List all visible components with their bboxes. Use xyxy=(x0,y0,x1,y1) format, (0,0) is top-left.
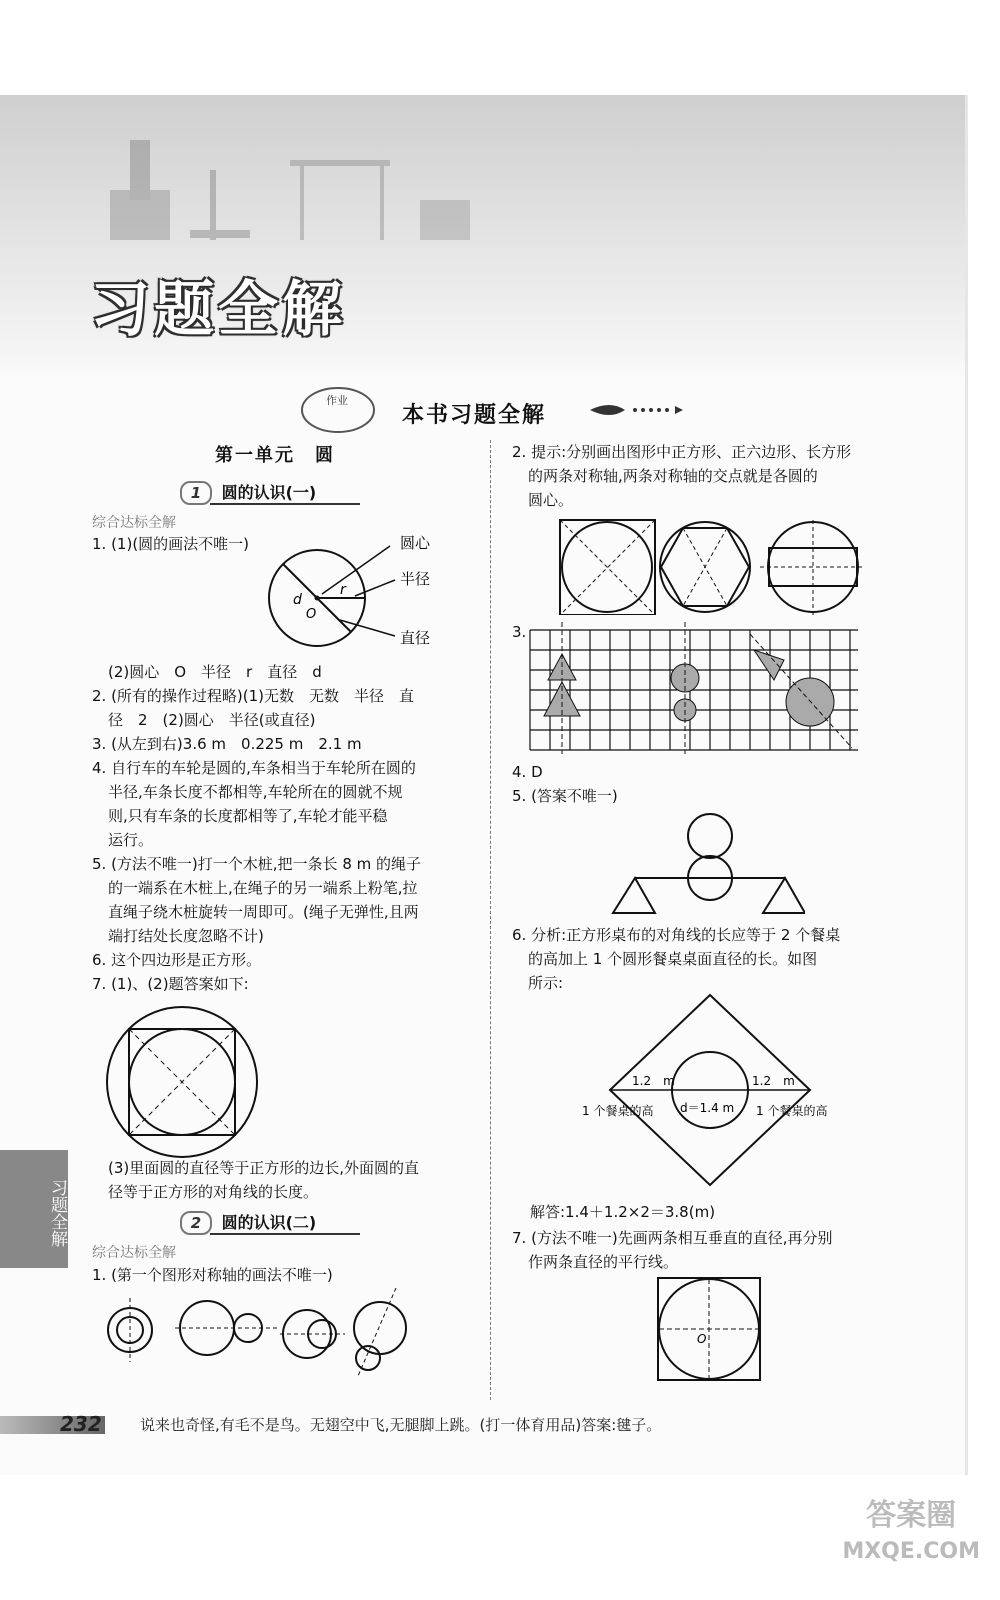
label-left-height: 1 个餐桌的高 xyxy=(582,1104,654,1118)
left-column-answers xyxy=(92,660,477,996)
label-r: r xyxy=(340,582,346,598)
label-right-length: 1.2 m xyxy=(752,1074,795,1088)
answer-line: 端打结处长度忽略不计) xyxy=(108,927,264,945)
banner-title: 习题全解 xyxy=(90,275,346,345)
answer-line: 6. 这个四边形是正方形。 xyxy=(92,951,262,969)
lesson-1-title: 圆的认识(一) xyxy=(221,483,317,502)
lesson-1-heading xyxy=(180,480,360,502)
answer-line: 6. 分析:正方形桌布的对角线的长应等于 2 个餐桌 xyxy=(512,926,841,944)
tablecloth-figure xyxy=(580,990,840,1190)
lesson-2-title: 圆的认识(二) xyxy=(221,1213,317,1232)
answer-line: 半径,车条长度不都相等,车轮所在的圆就不规 xyxy=(108,783,403,801)
category-label: 综合达标全解 xyxy=(92,1245,176,1261)
shapes-circles-figure xyxy=(555,515,875,615)
symmetry-axes-figure xyxy=(100,1288,420,1380)
watermark xyxy=(842,1498,980,1570)
label-d: d xyxy=(293,592,302,608)
answer-line: 径 2 (2)圆心 半径(或直径) xyxy=(108,711,316,729)
category-label: 综合达标全解 xyxy=(92,515,176,531)
answer-line: 5. (方法不唯一)打一个木桩,把一条长 8 m 的绳子 xyxy=(92,855,422,873)
answer-line: 2. (所有的操作过程略)(1)无数 无数 半径 直 xyxy=(92,687,415,705)
answer-line: 的高加上 1 个圆形餐桌桌面直径的长。如图 xyxy=(528,950,818,968)
label-o: O xyxy=(697,1332,707,1346)
grid-symmetry-figure xyxy=(528,620,868,755)
balance-figure xyxy=(605,808,805,918)
answer-line: 4. 自行车的车轮是圆的,车条相当于车轮所在圆的 xyxy=(92,759,416,777)
label-diameter: d＝1.4 m xyxy=(680,1101,735,1115)
right-column-item7 xyxy=(512,1226,897,1274)
page-number: 232 xyxy=(60,1412,102,1436)
lesson-2-number: 2 xyxy=(180,1211,212,1235)
lesson-1-number: 1 xyxy=(180,481,212,505)
answer-line: 作两条直径的平行线。 xyxy=(528,1253,679,1271)
square-between-circles-figure xyxy=(100,1005,275,1160)
answer-line: 4. D xyxy=(512,763,543,781)
right-column-item6 xyxy=(512,923,897,995)
left-column-lesson2 xyxy=(92,1263,477,1287)
answer-line: 2. 提示:分别画出图形中正方形、正六边形、长方形 xyxy=(512,443,852,461)
seal-stamp xyxy=(298,380,378,440)
lesson-2-heading xyxy=(180,1210,360,1232)
answer-line: 圆心。 xyxy=(528,491,574,509)
answer-line: 1. (第一个图形对称轴的画法不唯一) xyxy=(92,1266,333,1284)
unit-title: 第一单元 圆 xyxy=(215,445,335,466)
right-column-solution xyxy=(530,1200,900,1224)
answer-line: 7. (方法不唯一)先画两条相互垂直的直径,再分别 xyxy=(512,1229,833,1247)
label-center: 圆心 xyxy=(400,534,431,552)
footer-riddle: 说来也奇怪,有毛不是鸟。无翅空中飞,无腿脚上跳。(打一体育用品)答案:毽子。 xyxy=(140,1416,662,1434)
answer-line: (2)圆心 O 半径 r 直径 d xyxy=(108,663,322,681)
answer-line: 的一端系在木桩上,在绳子的另一端系上粉笔,拉 xyxy=(108,879,418,897)
watermark-logo: 答案圈 xyxy=(866,1498,957,1533)
answer-line: 直绳子绕木桩旋转一周即可。(绳子无弹性,且两 xyxy=(108,903,419,921)
answer-line: 1. (1)(圆的画法不唯一) xyxy=(92,535,250,553)
seal-text: 作业 xyxy=(326,394,348,407)
left-column-part3 xyxy=(108,1156,478,1204)
label-left-length: 1.2 m xyxy=(632,1074,675,1088)
title-arrow-decoration xyxy=(590,400,690,420)
label-diameter: 直径 xyxy=(400,629,431,647)
answer-line: 7. (1)、(2)题答案如下: xyxy=(92,975,249,993)
answer-line: 解答:1.4＋1.2×2＝3.8(m) xyxy=(530,1203,716,1221)
answer-line: 运行。 xyxy=(108,831,154,849)
section-title: 本书习题全解 xyxy=(402,403,547,428)
answer-line: 5. (答案不唯一) xyxy=(512,787,618,805)
right-column-item4-5 xyxy=(512,760,897,808)
answer-line: 径等于正方形的对角线的长度。 xyxy=(108,1183,319,1201)
watermark-url: MXQE.COM xyxy=(842,1539,980,1564)
answer-line: 的两条对称轴,两条对称轴的交点就是各圆的 xyxy=(528,467,818,485)
page-footer xyxy=(0,1412,965,1438)
answer-line: 则,只有车条的长度都相等了,车轮才能平稳 xyxy=(108,807,388,825)
answer-line: 3. xyxy=(512,623,527,641)
right-column-item2 xyxy=(512,440,897,512)
circle-parts-figure xyxy=(260,528,460,663)
column-divider xyxy=(490,440,491,1400)
lab-equipment-illustration xyxy=(90,130,490,250)
answer-line: (3)里面圆的直径等于正方形的边长,外面圆的直 xyxy=(108,1159,420,1177)
label-radius: 半径 xyxy=(400,570,431,588)
label-right-height: 1 个餐桌的高 xyxy=(756,1104,828,1118)
answer-line: 3. (从左到右)3.6 m 0.225 m 2.1 m xyxy=(92,735,362,753)
circle-in-square-figure xyxy=(655,1275,765,1385)
side-tab: 习题全解 xyxy=(0,1150,68,1268)
label-o: O xyxy=(306,607,317,622)
answer-line: 所示: xyxy=(528,974,564,992)
